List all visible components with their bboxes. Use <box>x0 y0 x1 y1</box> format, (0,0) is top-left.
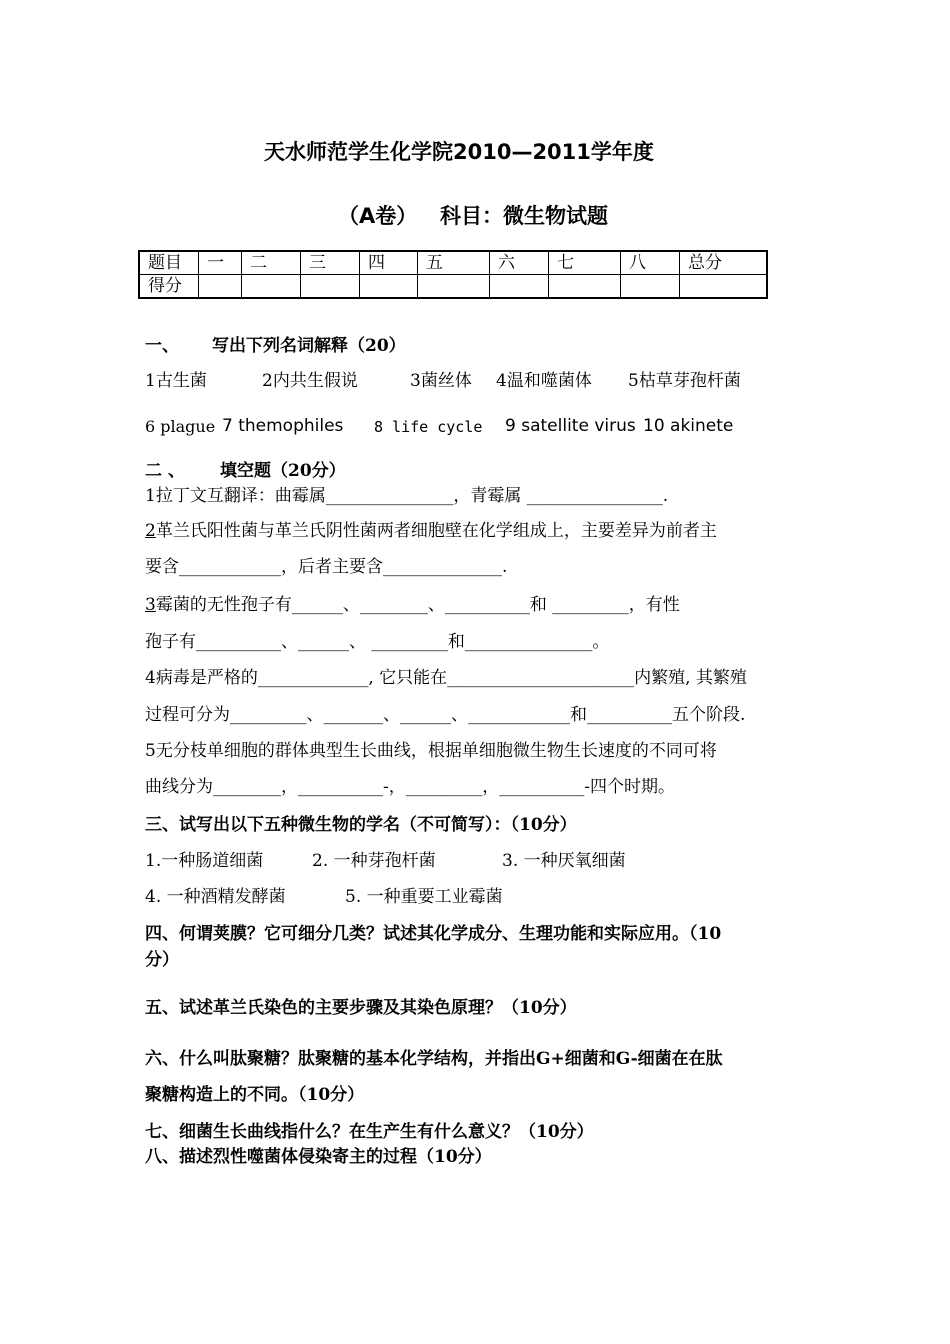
fill-q1-text-a: 1拉丁文互翻译：曲霉属 <box>145 486 326 506</box>
term-9: 9 satellite virus <box>505 416 636 436</box>
score-cell[interactable] <box>549 275 621 299</box>
fill-q1-text-b: ，青霉属 <box>453 486 522 506</box>
section3-item-1: 1.一种肠道细菌 <box>145 851 264 871</box>
paper-version: （A卷） <box>338 204 418 228</box>
section4-line2: 分） <box>145 950 179 970</box>
term-7: 7 themophiles <box>222 416 344 436</box>
term-10: 10 akinete <box>643 416 734 436</box>
term-1: 1古生菌 <box>145 371 207 391</box>
section3-item-2: 2. 一种芽孢杆菌 <box>312 851 436 871</box>
section5-heading: 五、试述革兰氏染色的主要步骤及其染色原理？（10分） <box>145 998 577 1018</box>
fill-q1-blank-1[interactable]: _______________ <box>325 486 454 506</box>
table-cell: 总分 <box>680 251 768 275</box>
score-cell[interactable] <box>301 275 360 299</box>
table-cell: 七 <box>549 251 621 275</box>
score-cell[interactable] <box>680 275 768 299</box>
score-cell[interactable] <box>199 275 242 299</box>
score-table <box>138 250 768 299</box>
table-cell: 二 <box>242 251 301 275</box>
table-cell: 得分 <box>139 275 199 299</box>
section2-number: 二 、 <box>145 461 185 481</box>
fill-q3-text: 霉菌的无性孢子有______、________、__________和 _________，有性 <box>155 595 680 615</box>
section2-heading: 填空题（20分） <box>220 461 346 481</box>
score-cell[interactable] <box>360 275 418 299</box>
section3-heading: 三、试写出以下五种微生物的学名（不可简写）：（10分） <box>145 815 577 835</box>
section3-item-4: 4. 一种酒精发酵菌 <box>145 887 286 907</box>
fill-q4-line1: 4病毒是严格的_____________, 它只能在______________________内繁殖, 其繁殖 <box>145 668 747 688</box>
term-3: 3菌丝体 <box>410 371 472 391</box>
section1-number: 一、 <box>145 336 179 356</box>
term-8: 8 life cycle <box>374 418 483 436</box>
section8-heading: 八、描述烈性噬菌体侵染寄主的过程（10分） <box>145 1147 492 1167</box>
page-title: 天水师范学生化学院2010—2011学年度 <box>264 140 654 164</box>
fill-q2-line2 <box>145 552 507 577</box>
table-cell: 三 <box>301 251 360 275</box>
fill-q3-line1 <box>145 590 680 615</box>
fill-q2-text-a: 要含 <box>145 557 179 577</box>
fill-q1 <box>145 481 668 506</box>
section6-line2: 聚糖构造上的不同。（10分） <box>145 1085 365 1105</box>
fill-q2-text-b: ，后者主要含 <box>281 557 383 577</box>
score-cell[interactable] <box>621 275 680 299</box>
table-cell: 题目 <box>139 251 199 275</box>
subject-title: 科目：微生物试题 <box>440 204 608 228</box>
score-table-score-row <box>139 275 767 299</box>
section6-line1: 六、什么叫肽聚糖？肽聚糖的基本化学结构，并指出G+细菌和G-细菌在在肽 <box>145 1049 723 1069</box>
table-cell: 一 <box>199 251 242 275</box>
fill-q3-line2: 孢子有__________、______、 _________和_______________。 <box>145 632 610 652</box>
term-6: 6 plague <box>145 417 216 436</box>
fill-q5-line1: 5无分枝单细胞的群体典型生长曲线，根据单细胞微生物生长速度的不同可将 <box>145 741 717 761</box>
section3-item-3: 3. 一种厌氧细菌 <box>502 851 626 871</box>
fill-q3-number: 3 <box>145 595 156 615</box>
section7-heading: 七、细菌生长曲线指什么？在生产生有什么意义？（10分） <box>145 1122 594 1142</box>
fill-q2-line1 <box>145 516 717 541</box>
table-cell: 五 <box>418 251 490 275</box>
fill-q4-line2: 过程可分为_________、_______、______、____________和__________五个阶段. <box>145 705 746 725</box>
term-4: 4温和噬菌体 <box>496 371 592 391</box>
section3-item-5: 5. 一种重要工业霉菌 <box>345 887 503 907</box>
table-cell: 八 <box>621 251 680 275</box>
fill-q2-blank-1[interactable]: ____________ <box>179 557 281 577</box>
fill-q2-blank-2[interactable]: ______________. <box>383 557 508 577</box>
term-5: 5枯草芽孢杆菌 <box>628 371 741 391</box>
fill-q2-number: 2 <box>145 521 156 541</box>
table-cell: 四 <box>360 251 418 275</box>
section4-line1: 四、何谓荚膜？它可细分几类？试述其化学成分、生理功能和实际应用。（10 <box>145 924 722 944</box>
fill-q1-blank-2[interactable]: ________________. <box>526 486 669 506</box>
term-2: 2内共生假说 <box>262 371 358 391</box>
score-cell[interactable] <box>418 275 490 299</box>
score-cell[interactable] <box>490 275 549 299</box>
score-table-header-row <box>139 251 767 275</box>
fill-q2-text: 革兰氏阳性菌与革兰氏阴性菌两者细胞壁在化学组成上，主要差异为前者主 <box>155 521 717 541</box>
fill-q5-line2: 曲线分为________，__________-，_________，__________-四个时期。 <box>145 777 675 797</box>
table-cell: 六 <box>490 251 549 275</box>
section1-heading: 写出下列名词解释（20） <box>212 336 406 356</box>
score-cell[interactable] <box>242 275 301 299</box>
